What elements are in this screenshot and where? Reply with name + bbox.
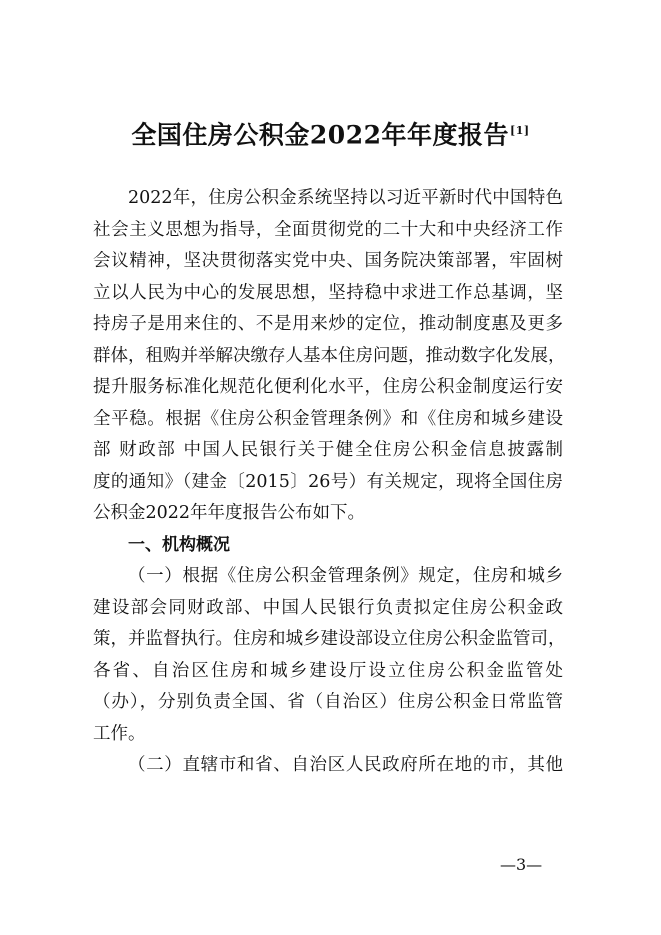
section-heading: 一、机构概况: [128, 534, 230, 555]
document-title: [0, 113, 661, 153]
paragraph-line: 部 财政部 中国人民银行关于健全住房公积金信息披露制: [93, 440, 563, 460]
footnote-mark: [1]: [510, 124, 530, 137]
paragraph-line: 会议精神，坚决贯彻落实党中央、国务院决策部署，牢固树: [93, 251, 563, 271]
paragraph-line: 建设部会同财政部、中国人民银行负责拟定住房公积金政: [93, 597, 563, 618]
paragraph-line: 策，并监督执行。住房和城乡建设部设立住房公积金监管司，: [93, 629, 566, 649]
paragraph-line: 度的通知》（建金〔2015〕26号）有关规定，现将全国住房: [93, 471, 563, 492]
paragraph-line: 2022年，住房公积金系统坚持以习近平新时代中国特色: [128, 188, 563, 208]
report-body: [93, 183, 566, 782]
paragraph-line: 持房子是用来住的、不是用来炒的定位，推动制度惠及更多: [93, 314, 563, 334]
document-title-text: 全国住房公积金2022年年度报告: [131, 120, 509, 150]
paragraph-line: 提升服务标准化规范化便利化水平，住房公积金制度运行安: [93, 377, 563, 397]
paragraph-line: 各省、自治区住房和城乡建设厅设立住房公积金监管处: [93, 660, 563, 681]
paragraph-line: 社会主义思想为指导，全面贯彻党的二十大和中央经济工作: [93, 219, 563, 240]
paragraph-line: （一）根据《住房公积金管理条例》规定，住房和城乡: [128, 566, 563, 586]
paragraph-line: 全平稳。根据《住房公积金管理条例》和《住房和城乡建设: [93, 408, 563, 429]
paragraph-line: 群体，租购并举解决缴存人基本住房问题，推动数字化发展，: [93, 345, 566, 366]
paragraph-line: 公积金2022年年度报告公布如下。: [93, 503, 366, 523]
paragraph-line: （办），分别负责全国、省（自治区）住房公积金日常监管: [93, 692, 563, 712]
paragraph-line: 立以人民为中心的发展思想，坚持稳中求进工作总基调，坚: [93, 282, 563, 303]
paragraph-line: （二）直辖市和省、自治区人民政府所在地的市，其他: [128, 755, 563, 775]
page-number: —3—: [500, 855, 543, 874]
paragraph-line: 工作。: [93, 723, 146, 744]
